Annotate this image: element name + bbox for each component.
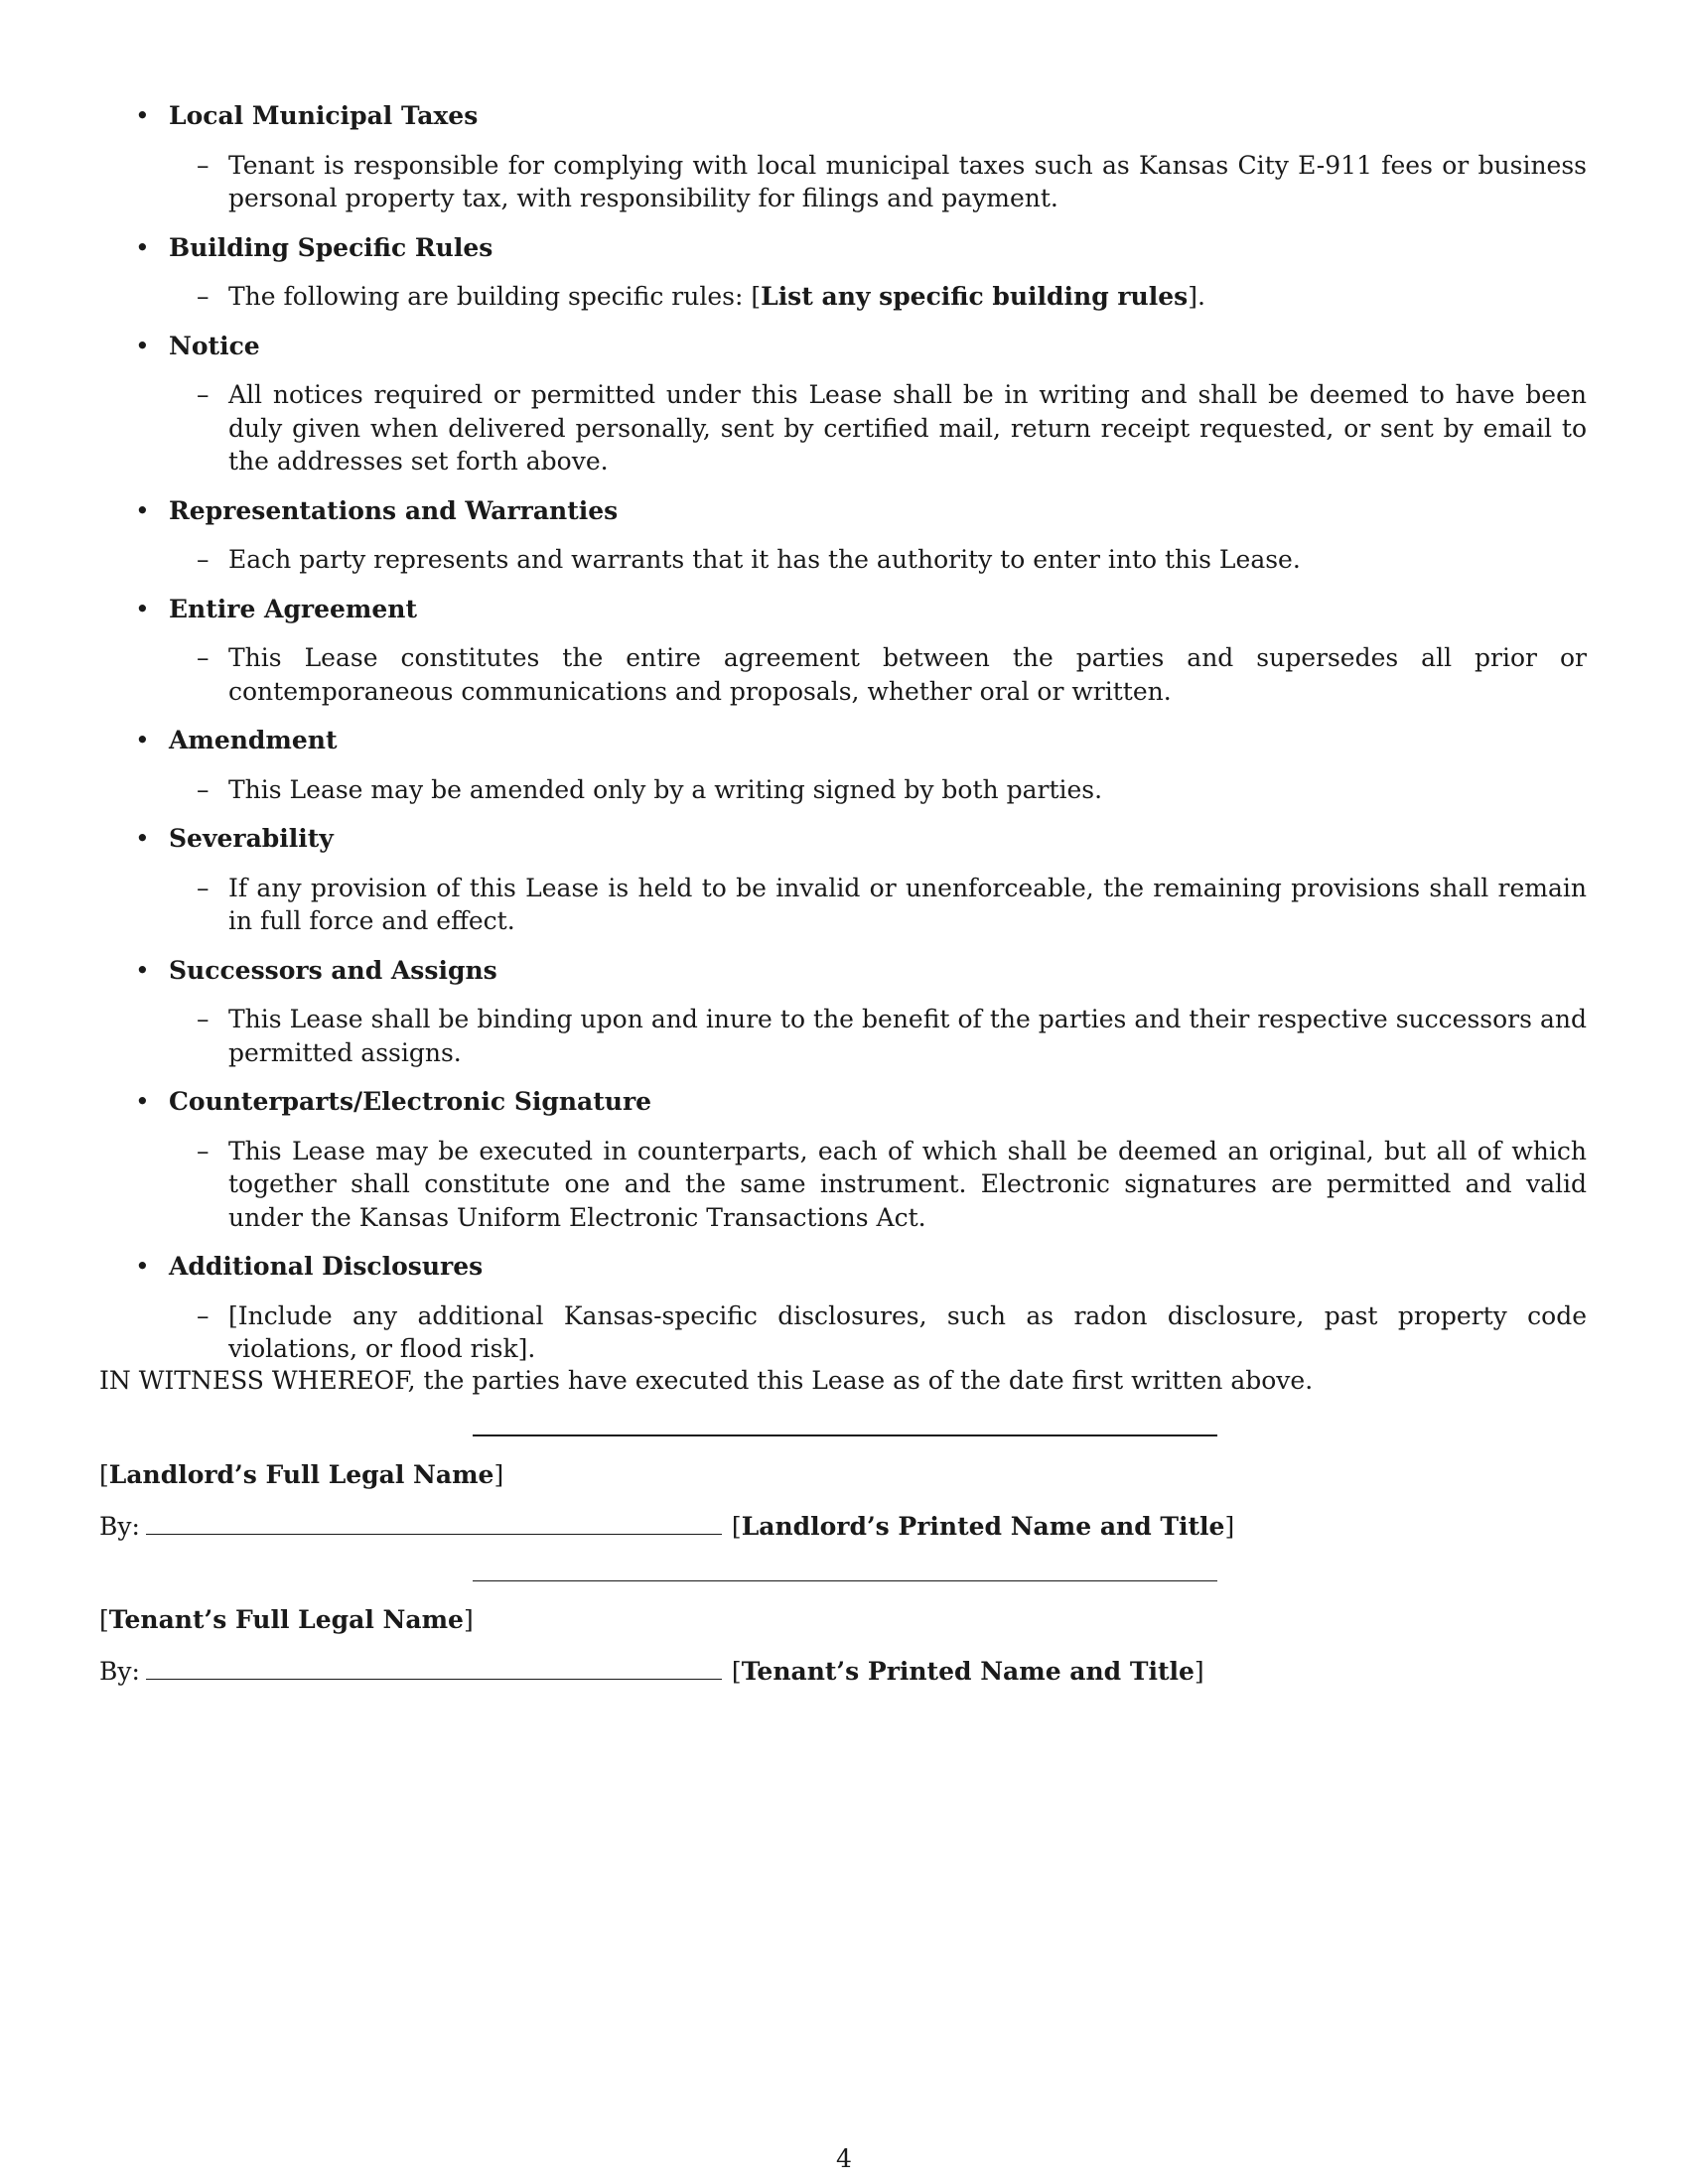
dash-icon: – (197, 774, 210, 804)
section-heading: • Representations and Warranties (99, 494, 1587, 528)
bullet-icon: • (135, 955, 150, 985)
tenant-signature-line (473, 1580, 1217, 1581)
dash-icon: – (197, 1300, 210, 1330)
section-severability (99, 822, 1587, 938)
document-body (99, 99, 1587, 1688)
section-local-municipal-taxes (99, 99, 1587, 215)
dash-icon: – (197, 1005, 210, 1033)
section-heading: • Local Municipal Taxes (99, 99, 1587, 133)
section-amendment (99, 724, 1587, 806)
dash-icon: – (197, 873, 210, 902)
section-representations-warranties (99, 494, 1587, 577)
section-text: – [Include any additional Kansas-specific disclosures, such as radon disclosure, past property code violations, or flood risk]. (197, 1300, 1587, 1363)
section-heading: • Building Specific Rules (99, 231, 1587, 265)
section-heading: • Amendment (99, 724, 1587, 757)
landlord-printed-name: [Landlord’s Printed Name and Title] (731, 1511, 1235, 1541)
bullet-icon: • (135, 824, 150, 853)
landlord-by-line: By: [Landlord’s Printed Name and Title] (99, 1508, 1587, 1544)
landlord-by-blank (146, 1508, 722, 1535)
section-heading: • Additional Disclosures (99, 1250, 1587, 1284)
section-text: – If any provision of this Lease is held to be invalid or unenforceable, the remaining provisions shall remain in full force and effect. (197, 873, 1587, 935)
dash-icon: – (197, 1136, 210, 1165)
landlord-name: [Landlord’s Full Legal Name] (99, 1460, 504, 1489)
section-heading: • Notice (99, 330, 1587, 363)
section-text: – This Lease may be executed in counterparts, each of which shall be deemed an original, but all of which together shall constitute one and the same instrument. Electronic signatures are permitted and valid under the Kansas Uniform Electronic Transactions Act. (197, 1136, 1587, 1232)
dash-icon: – (197, 282, 210, 311)
dash-icon: – (197, 150, 210, 180)
tenant-name: [Tenant’s Full Legal Name] (99, 1605, 474, 1634)
section-heading: • Counterparts/Electronic Signature (99, 1085, 1587, 1119)
bullet-icon: • (135, 1252, 150, 1281)
bullet-icon: • (135, 594, 150, 623)
section-text: – This Lease shall be binding upon and inure to the benefit of the parties and their respective successors and permitted assigns. (197, 1005, 1587, 1067)
section-text: – All notices required or permitted under this Lease shall be in writing and shall be deemed to have been duly given when delivered personally, sent by certified mail, return receipt requested, or sent by email to the addresses set forth above. (197, 380, 1587, 476)
dash-icon: – (197, 380, 210, 409)
section-heading: • Severability (99, 822, 1587, 856)
dash-icon: – (197, 643, 210, 672)
landlord-signature-line (473, 1434, 1217, 1436)
section-heading: • Successors and Assigns (99, 954, 1587, 988)
section-counterparts-electronic-signature (99, 1085, 1587, 1234)
section-successors-assigns (99, 954, 1587, 1070)
tenant-printed-name: [Tenant’s Printed Name and Title] (731, 1656, 1204, 1686)
section-additional-disclosures (99, 1250, 1587, 1366)
section-entire-agreement (99, 593, 1587, 709)
bullet-icon: • (135, 101, 150, 130)
section-text: – Tenant is responsible for complying with local municipal taxes such as Kansas City E-911 fees or business personal property tax, with responsibility for filings and payment. (197, 150, 1587, 212)
building-rules-placeholder: List any specific building rules (761, 282, 1189, 311)
section-text: – The following are building specific rules: [List any specific building rules]. (99, 280, 1587, 314)
bullet-icon: • (135, 1087, 150, 1116)
section-text: – This Lease constitutes the entire agreement between the parties and supersedes all prior or contemporaneous communications and proposals, whether oral or written. (197, 643, 1587, 706)
bullet-icon: • (135, 232, 150, 262)
dash-icon: – (197, 545, 210, 574)
page-number: 4 (836, 2144, 852, 2173)
bullet-icon: • (135, 726, 150, 754)
bullet-icon: • (135, 331, 150, 360)
section-text: – Each party represents and warrants that it has the authority to enter into this Lease. (99, 543, 1587, 577)
section-notice (99, 330, 1587, 478)
section-text: – This Lease may be amended only by a writing signed by both parties. (99, 773, 1587, 807)
tenant-by-blank (146, 1653, 722, 1680)
section-heading: • Entire Agreement (99, 593, 1587, 626)
tenant-by-line: By: [Tenant’s Printed Name and Title] (99, 1653, 1587, 1689)
section-building-specific-rules (99, 231, 1587, 314)
witness-statement: IN WITNESS WHEREOF, the parties have executed this Lease as of the date first written above. (99, 1365, 1314, 1395)
bullet-icon: • (135, 495, 150, 525)
